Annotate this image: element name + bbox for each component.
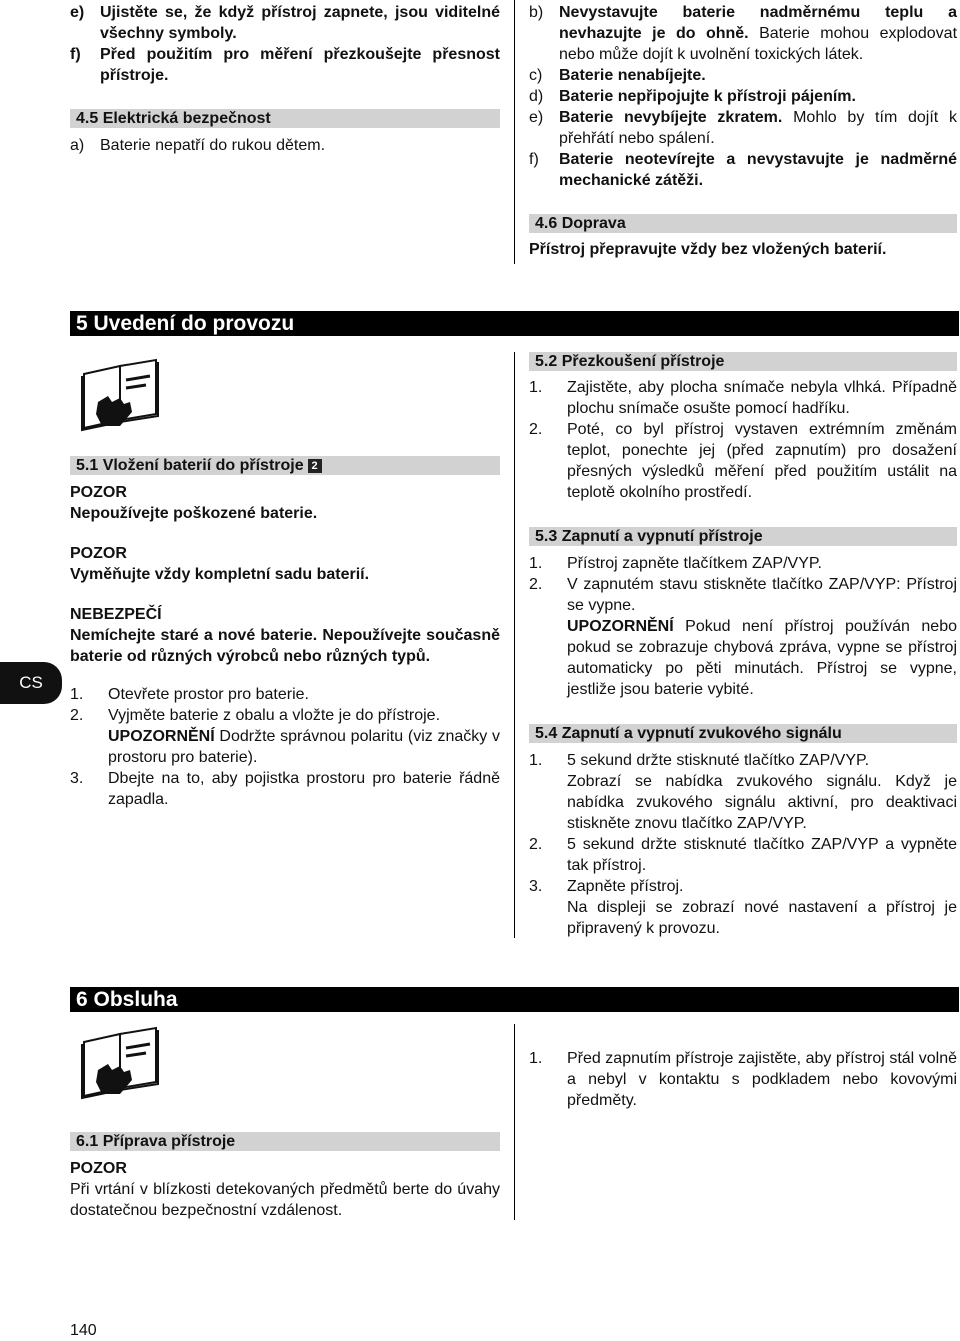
manual-hand-icon [80,1026,162,1100]
warning-label: POZOR [70,545,127,562]
warning-text: Vyměňujte vždy kompletní sadu baterií. [70,566,370,583]
list-item: f) Před použitím pro měření přezkoušejte přesnost přístroje. [70,46,500,84]
list-item: 2. V zapnutém stavu stiskněte tlačítko ZAP/VYP: Přístroj se vypne. UPOZORNĚNÍ Pokud není přístroj používán nebo pokud se zobrazuje chybová zpráva, vypne se přístroj automaticky po pěti minutách. Přístroj se vypne, jestliže jsou baterie vybité. [529,576,957,698]
list-item: 1. 5 sekund držte stisknuté tlačítko ZAP/VYP. Zobrazí se nabídka zvukového signálu. Když je nabídka zvukového signálu aktivní, pro deaktivaci stiskněte znovu tlačítko ZAP/VYP. [529,752,957,832]
warning-block [70,1158,500,1221]
chapter-title-5: 5 Uvedení do provozu [70,311,959,336]
section-heading-4-5: 4.5 Elektrická bezpečnost [70,109,500,128]
manual-hand-icon [80,358,162,432]
danger-label: NEBEZPEČÍ [70,606,162,623]
page-number: 140 [70,1322,97,1339]
list-item: 2. Poté, co byl přístroj vystaven extrémním změnám teplot, ponechte jej (před zapnutím) pro dosažení přesných výsledků měření před použitím ustálit na teplotě okolního prostředí. [529,421,957,501]
column-rule [514,1024,515,1220]
top-left-list [70,2,500,86]
warning-label: POZOR [70,484,127,501]
warnings-block [70,482,500,667]
steps-5-4 [529,750,957,939]
steps-5-3 [529,553,957,700]
list-item: 2. 5 sekund držte stisknuté tlačítko ZAP/VYP a vypněte tak přístroj. [529,836,957,874]
danger-text: Nemíchejte staré a nové baterie. Nepoužívejte současně baterie od různých výrobců nebo různých typů. [70,627,500,665]
transport-text: Přístroj přepravujte vždy bez vložených baterií. [529,241,887,258]
steps-5-2 [529,377,957,503]
list-item: 3. Dbejte na to, aby pojistka prostoru pro baterie řádně zapadla. [70,770,500,808]
language-tab: CS [0,662,62,704]
section-heading-6-1: 6.1 Příprava přístroje [70,1132,500,1151]
list-item: 1. Otevřete prostor pro baterie. [70,686,309,703]
list-item: a) Baterie nepatří do rukou dětem. [70,137,326,154]
section-heading-5-2: 5.2 Přezkoušení přístroje [529,352,957,371]
section-heading-5-4: 5.4 Zapnutí a vypnutí zvukového signálu [529,724,957,743]
top-right-list [529,2,957,191]
list-item: 3. Zapněte přístroj. Na displeji se zobrazí nové nastavení a přístroj je připravený k provozu. [529,878,957,937]
list-item: 1. Zajistěte, aby plocha snímače nebyla vlhká. Případně plochu snímače osušte pomocí hadříku. [529,379,957,417]
column-rule [514,352,515,938]
list-item: c) Baterie nenabíjejte. [529,67,706,84]
list-item: d) Baterie nepřipojujte k přístroji pájením. [529,88,856,105]
list-item: b) Nevystavujte baterie nadměrnému teplu a nevhazujte je do ohně. Baterie mohou explodovat nebo může dojít k uvolnění toxických látek. [529,4,958,63]
chapter-title-6: 6 Obsluha [70,987,959,1012]
warning-text: Při vrtání v blízkosti detekovaných předmětů berte do úvahy dostatečnou bezpečnostní vzdálenost. [70,1181,500,1219]
steps-5-1 [70,684,500,810]
list-item: 1. Před zapnutím přístroje zajistěte, aby přístroj stál volně a nebyl v kontaktu s podkladem nebo kovovými předměty. [529,1050,957,1109]
list-item: 2. Vyjměte baterie z obalu a vložte je do přístroje. UPOZORNĚNÍ Dodržte správnou polaritu (viz značky v prostoru pro baterie). [70,707,500,766]
list-item: e) Ujistěte se, že když přístroj zapnete, jsou viditelné všechny symboly. [70,4,500,42]
column-rule [514,0,515,264]
section-heading-4-6: 4.6 Doprava [529,214,957,233]
figure-badge: 2 [308,459,322,473]
list-item: f) Baterie neotevírejte a nevystavujte je nadměrné mechanické zátěži. [529,151,957,189]
list-item: e) Baterie nevybíjejte zkratem. Mohlo by tím dojít k přehřátí nebo spálení. [529,109,957,147]
section-heading-5-1: 5.1 Vložení baterií do přístroje 2 [70,456,500,475]
list-item: 1. Přístroj zapněte tlačítkem ZAP/VYP. [529,555,822,572]
section-heading-5-3: 5.3 Zapnutí a vypnutí přístroje [529,527,957,546]
warning-text: Nepoužívejte poškozené baterie. [70,505,318,522]
warning-label: POZOR [70,1160,127,1177]
